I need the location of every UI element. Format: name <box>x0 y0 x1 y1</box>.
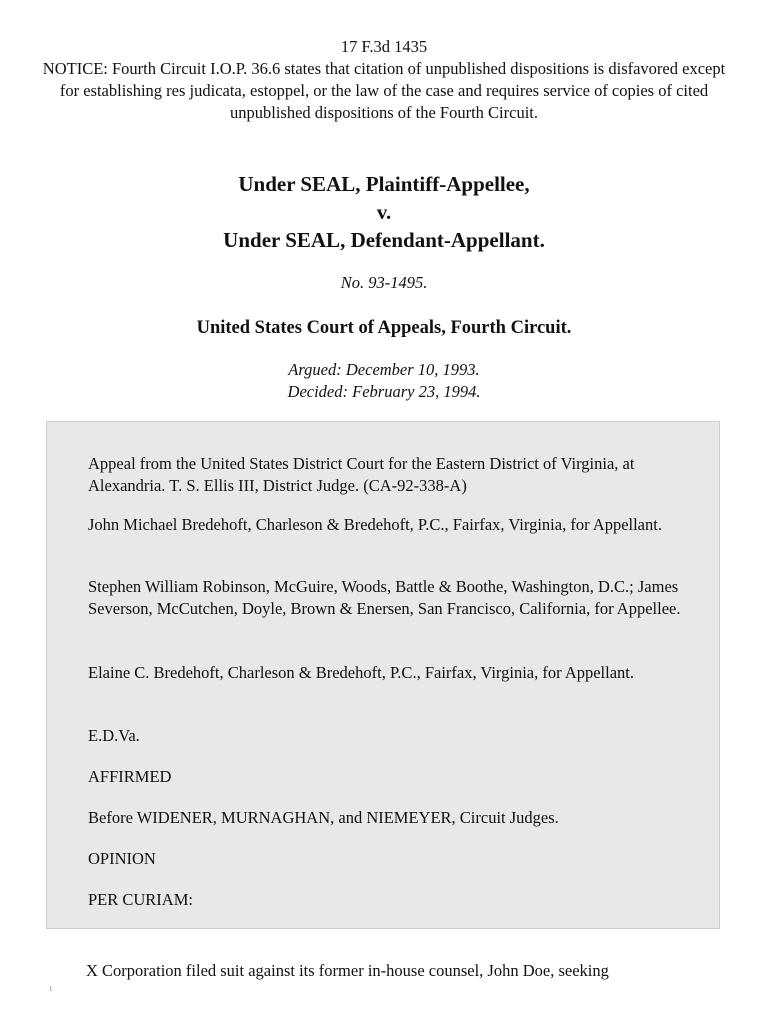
argued-date: Argued: December 10, 1993. <box>288 360 480 379</box>
case-header <box>40 36 728 124</box>
opinion-heading: OPINION <box>88 849 156 868</box>
defendant-line: Under SEAL, Defendant-Appellant. <box>223 228 545 252</box>
versus-line: v. <box>376 200 392 224</box>
case-caption <box>40 170 728 254</box>
case-summary-box <box>46 421 720 929</box>
opinion-paragraph: X Corporation filed suit against its former in-house counsel, John Doe, seeking <box>86 961 609 980</box>
citation: 17 F.3d 1435 <box>340 37 428 56</box>
paragraph-number: 1 <box>49 985 53 993</box>
decided-date: Decided: February 23, 1994. <box>287 382 481 401</box>
panel-judges: Before WIDENER, MURNAGHAN, and NIEMEYER, Circuit Judges. <box>88 808 559 827</box>
counsel-appellant-2: Elaine C. Bredehoft, Charleson & Bredehoft, P.C., Fairfax, Virginia, for Appellant. <box>88 663 635 682</box>
appeal-from-text: Appeal from the United States District Court for the Eastern District of Virginia, at Alexandria. T. S. Ellis III, District Judge. (CA-92-338-A) <box>88 454 635 495</box>
disposition-label: AFFIRMED <box>88 767 172 786</box>
citation-notice: NOTICE: Fourth Circuit I.O.P. 36.6 states that citation of unpublished dispositions is disfavored except for establishing res judicata, estoppel, or the law of the case and requires service of copies of cited unpublished dispositions of the Fourth Circuit. <box>42 59 726 122</box>
plaintiff-line: Under SEAL, Plaintiff-Appellee, <box>238 172 530 196</box>
court-name: United States Court of Appeals, Fourth Circuit. <box>196 318 572 338</box>
counsel-appellee: Stephen William Robinson, McGuire, Woods, Battle & Boothe, Washington, D.C.; James Severson, McCutchen, Doyle, Brown & Enersen, San Francisco, California, for Appellee. <box>88 577 681 618</box>
per-curiam-label: PER CURIAM: <box>88 890 193 909</box>
district-label: E.D.Va. <box>88 726 140 745</box>
docket-number: No. 93-1495. <box>340 273 428 292</box>
counsel-appellant-1: John Michael Bredehoft, Charleson & Bredehoft, P.C., Fairfax, Virginia, for Appellant. <box>88 515 662 534</box>
case-dates <box>40 359 728 403</box>
